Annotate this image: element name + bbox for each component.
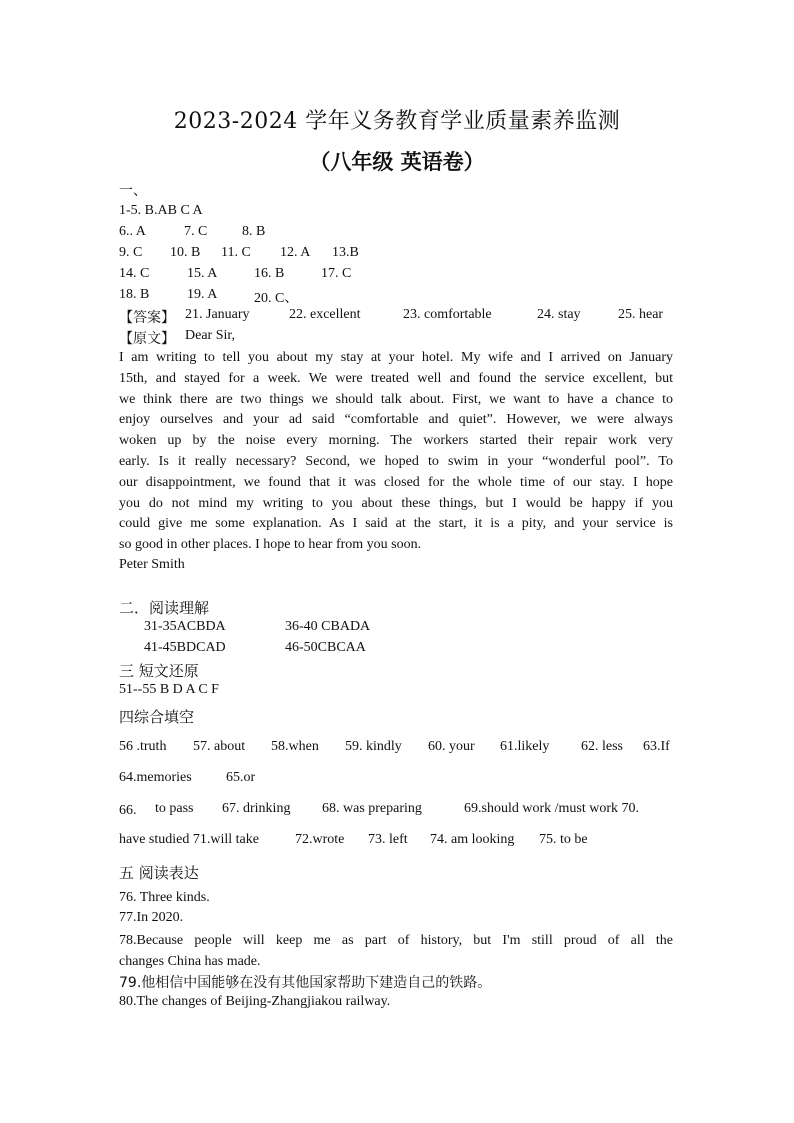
answer-item: 31-35ACBDA — [144, 619, 226, 634]
answer-item: 62. less — [581, 739, 623, 754]
answer-item: 75. to be — [539, 832, 588, 847]
answer-item: 11. C — [221, 245, 251, 260]
page-subtitle: （八年级 英语卷） — [309, 149, 485, 174]
answer-item: 7. C — [184, 224, 208, 239]
letter-line: we think there are two things we should talk about. First, we want to have a chance to — [119, 391, 673, 407]
letter-line: enjoy ourselves and your ad said “comfortable and quiet”. However, we were always — [119, 412, 673, 428]
letter-line: you do not mind my writing to you about these things, but I would be happy if you — [119, 495, 673, 511]
answer-item: 60. your — [428, 739, 475, 754]
answer-item: 68. was preparing — [322, 801, 422, 816]
letter-line: so good in other places. I hope to hear from you soon. — [119, 537, 422, 553]
answer-item: 24. stay — [537, 307, 581, 322]
answer-item: 61.likely — [500, 739, 550, 754]
letter-body — [119, 348, 673, 556]
answer-78 — [119, 931, 673, 973]
letter-signature: Peter Smith — [119, 557, 185, 572]
answer-item: 46-50CBCAA — [285, 640, 366, 655]
answer-row: 51--55 B D A C F — [119, 682, 219, 697]
page-title: 2023-2024 学年义务教育学业质量素养监测 — [173, 109, 621, 134]
answer-item: have studied 71.will take — [119, 832, 259, 847]
answer-row: 80.The changes of Beijing-Zhangjiakou railway. — [119, 994, 391, 1009]
answer-item: 13.B — [332, 245, 359, 260]
answer-item: 63.If — [643, 739, 670, 754]
section-heading-3: 三 短文还原 — [119, 662, 199, 680]
original-tag: 【原文】 — [119, 331, 175, 347]
answer-item: 56 .truth — [119, 739, 167, 754]
answer-item: to pass — [155, 801, 194, 816]
answer-item: 20. C、 — [254, 291, 299, 306]
answer-item: 12. A — [280, 245, 311, 260]
answer-item: 65.or — [226, 770, 256, 785]
answer-item: 18. B — [119, 287, 150, 302]
answer-item: 23. comfortable — [403, 307, 492, 322]
answer-item: 74. am looking — [430, 832, 515, 847]
answer-row: 1-5. B.AB C A — [119, 203, 203, 218]
answer-item: 58.when — [271, 739, 319, 754]
answer-item: 25. hear — [618, 307, 664, 322]
answer-item: 41-45BDCAD — [144, 640, 226, 655]
letter-line: woken up by the noise every morning. The workers started their repair work very — [119, 433, 673, 449]
answer-item: 15. A — [187, 266, 218, 281]
answer-row: 77.In 2020. — [119, 910, 184, 925]
letter-line: early. Is it really necessary? Second, we hoped to swim in your “wonderful pool”. To — [119, 453, 673, 469]
answer-item: 17. C — [321, 266, 352, 281]
answer-tag: 【答案】 — [119, 310, 175, 326]
answer-line: changes China has made. — [119, 953, 261, 969]
answer-item: 67. drinking — [222, 801, 291, 816]
answer-item: 57. about — [193, 739, 246, 754]
answer-item: 59. kindly — [345, 739, 402, 754]
answer-item: 19. A — [187, 287, 218, 302]
answer-item: 64.memories — [119, 770, 192, 785]
section-heading-5: 五 阅读表达 — [119, 864, 199, 882]
section-heading-2: 二．阅读理解 — [119, 599, 210, 617]
section-heading-1: 一、 — [119, 183, 147, 199]
answer-item: 10. B — [170, 245, 201, 260]
letter-line: could give me some explanation. As I said at the start, it is a pity, and your service is — [119, 516, 673, 532]
letter-greeting: Dear Sir, — [185, 328, 235, 343]
answer-item: 73. left — [368, 832, 408, 847]
answer-row: 79.他相信中国能够在没有其他国家帮助下建造自己的铁路。 — [119, 975, 492, 991]
answer-item: 21. January — [185, 307, 250, 322]
answer-item: 72.wrote — [295, 832, 345, 847]
answer-item: 6.. A — [119, 224, 146, 239]
answer-item: 9. C — [119, 245, 143, 260]
letter-line: I am writing to tell you about my stay at your hotel. My wife and I arrived on January — [119, 350, 673, 365]
answer-item: 22. excellent — [289, 307, 361, 322]
letter-line: 15th, and stayed for a week. We were treated well and found the service excellent, but — [119, 370, 673, 386]
answer-row: 76. Three kinds. — [119, 890, 210, 905]
answer-line: 78.Because people will keep me as part of history, but I'm still proud of all the — [119, 933, 673, 948]
answer-item: 14. C — [119, 266, 150, 281]
answer-item: 66. — [119, 803, 137, 818]
answer-item: 69.should work /must work 70. — [464, 801, 639, 816]
letter-line: our disappointment, we found that it was closed for the whole time of our stay. I hope — [119, 474, 673, 490]
answer-item: 16. B — [254, 266, 285, 281]
answer-item: 8. B — [242, 224, 266, 239]
answer-item: 36-40 CBADA — [285, 619, 371, 634]
section-heading-4: 四综合填空 — [119, 708, 195, 726]
